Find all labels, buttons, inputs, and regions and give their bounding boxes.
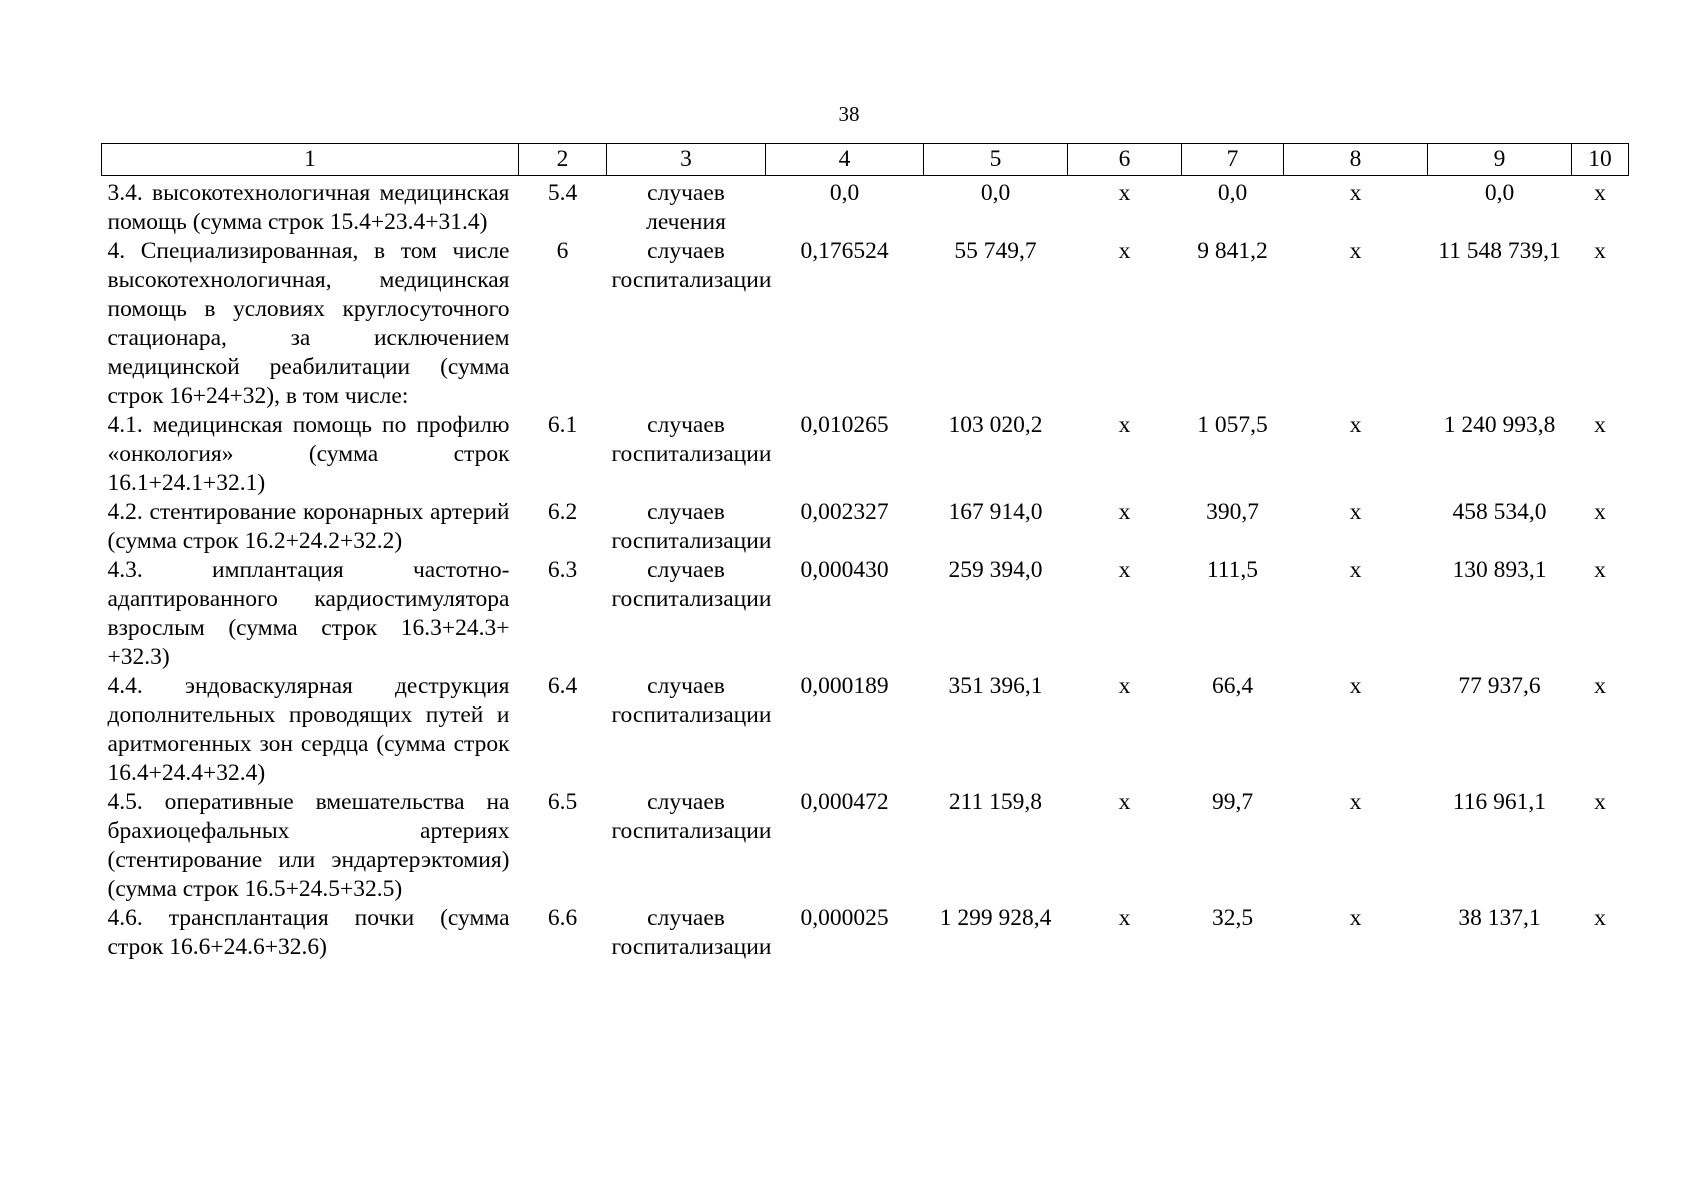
row-code: 6.3	[547, 557, 578, 583]
row-col-9: 458 534,0	[1452, 499, 1547, 525]
table-row	[102, 788, 1629, 904]
row-col-7: 111,5	[1206, 557, 1259, 583]
row-unit: случаев госпитализации	[611, 673, 772, 728]
row-col-8: х	[1349, 789, 1362, 815]
row-code: 6.5	[547, 789, 578, 815]
row-col-6: х	[1118, 673, 1131, 699]
row-description: 4.3. имплантация частотно-адаптированного кардиостимулятора взрослым (сумма строк 16.3+24.3+ +32.3)	[107, 557, 510, 670]
row-code: 6.6	[547, 905, 578, 931]
row-unit: случаев лечения	[646, 180, 726, 235]
table-row	[102, 672, 1629, 788]
row-col-7: 99,7	[1211, 789, 1254, 815]
row-col-6: х	[1118, 557, 1131, 583]
row-unit: случаев госпитализации	[611, 905, 772, 960]
row-col-4: 0,002327	[800, 499, 889, 525]
row-unit: случаев госпитализации	[611, 238, 772, 293]
row-col-7: 0,0	[1217, 180, 1248, 206]
row-col-9: 130 893,1	[1452, 557, 1547, 583]
row-unit: случаев госпитализации	[611, 557, 772, 612]
row-col-10: х	[1594, 238, 1606, 264]
row-col-9: 0,0	[1484, 180, 1515, 206]
row-col-9: 11 548 739,1	[1438, 238, 1561, 264]
row-description: 4.5. оперативные вмешательства на брахиоцефальных артериях (стентирование или эндартерэктомия) (сумма строк 16.5+24.5+32.5)	[107, 789, 510, 902]
row-col-6: х	[1118, 238, 1131, 264]
row-col-9: 1 240 993,8	[1443, 412, 1556, 438]
row-col-5: 167 914,0	[948, 499, 1043, 525]
row-col-8: х	[1349, 412, 1362, 438]
header-col-10: 10	[1572, 144, 1629, 176]
row-col-8: х	[1349, 557, 1362, 583]
row-unit: случаев госпитализации	[611, 499, 772, 554]
row-col-7: 32,5	[1211, 905, 1254, 931]
row-col-6: х	[1118, 412, 1131, 438]
row-col-4: 0,176524	[800, 238, 889, 264]
row-description: 4.1. медицинская помощь по профилю «онкология» (сумма строк 16.1+24.1+32.1)	[107, 412, 510, 496]
row-col-7: 1 057,5	[1197, 412, 1268, 438]
row-code: 6.1	[547, 412, 578, 438]
row-code: 5.4	[547, 180, 578, 206]
table-row	[102, 237, 1629, 411]
row-col-5: 259 394,0	[948, 557, 1043, 583]
row-col-9: 38 137,1	[1458, 905, 1541, 931]
row-col-8: х	[1349, 905, 1362, 931]
row-col-6: х	[1118, 499, 1131, 525]
row-col-8: х	[1349, 180, 1362, 206]
row-col-5: 0,0	[980, 180, 1011, 206]
table-row	[102, 498, 1629, 556]
row-col-10: х	[1594, 180, 1606, 206]
row-col-4: 0,000430	[800, 557, 889, 583]
row-col-7: 390,7	[1206, 499, 1259, 525]
data-table	[101, 143, 1629, 962]
row-col-4: 0,010265	[800, 412, 889, 438]
row-col-5: 1 299 928,4	[939, 905, 1052, 931]
row-col-10: х	[1594, 557, 1606, 583]
row-code: 6.4	[547, 673, 578, 699]
table-row	[102, 556, 1629, 672]
row-col-8: х	[1349, 673, 1362, 699]
row-col-5: 55 749,7	[954, 238, 1037, 264]
row-unit: случаев госпитализации	[611, 412, 772, 467]
row-col-4: 0,000189	[800, 673, 889, 699]
row-description: 4.6. трансплантация почки (сумма строк 16.6+24.6+32.6)	[107, 905, 510, 960]
row-col-9: 116 961,1	[1452, 789, 1547, 815]
header-row	[102, 144, 1629, 176]
table-body	[102, 176, 1629, 963]
row-description: 3.4. высокотехнологичная медицинская помощь (сумма строк 15.4+23.4+31.4)	[107, 180, 510, 235]
header-col-7: 7	[1182, 144, 1284, 176]
header-col-4: 4	[766, 144, 924, 176]
row-col-10: х	[1594, 412, 1606, 438]
row-col-6: х	[1118, 789, 1131, 815]
row-col-4: 0,0	[829, 180, 860, 206]
row-description: 4.2. стентирование коронарных артерий (сумма строк 16.2+24.2+32.2)	[107, 499, 510, 554]
row-col-10: х	[1594, 499, 1606, 525]
page-number: 38	[838, 102, 860, 126]
row-col-6: х	[1118, 180, 1131, 206]
table-row	[102, 411, 1629, 498]
table-row	[102, 176, 1629, 238]
row-code: 6.2	[547, 499, 578, 525]
row-description: 4. Специализированная, в том числе высокотехнологичная, медицинская помощь в условиях круглосуточного стационара, за исключением медицинской реабилитации (сумма строк 16+24+32), в том числе:	[107, 238, 510, 409]
row-code: 6	[556, 238, 569, 264]
row-col-5: 103 020,2	[948, 412, 1043, 438]
row-col-4: 0,000472	[800, 789, 889, 815]
header-col-5: 5	[924, 144, 1068, 176]
row-col-7: 66,4	[1211, 673, 1254, 699]
row-description: 4.4. эндоваскулярная деструкция дополнительных проводящих путей и аритмогенных зон сердца (сумма строк 16.4+24.4+32.4)	[107, 673, 510, 786]
header-col-8: 8	[1284, 144, 1428, 176]
header-col-9: 9	[1428, 144, 1572, 176]
table-row	[102, 904, 1629, 962]
row-col-10: х	[1594, 905, 1606, 931]
row-col-8: х	[1349, 499, 1362, 525]
row-col-4: 0,000025	[800, 905, 889, 931]
header-col-6: 6	[1068, 144, 1182, 176]
row-col-6: х	[1118, 905, 1131, 931]
table-header	[102, 144, 1629, 176]
row-col-7: 9 841,2	[1197, 238, 1268, 264]
row-col-5: 351 396,1	[948, 673, 1043, 699]
row-col-9: 77 937,6	[1458, 673, 1541, 699]
row-col-8: х	[1349, 238, 1362, 264]
row-unit: случаев госпитализации	[611, 789, 772, 844]
header-col-1: 1	[102, 144, 519, 176]
header-col-3: 3	[607, 144, 766, 176]
row-col-5: 211 159,8	[948, 789, 1043, 815]
row-col-10: х	[1594, 789, 1606, 815]
header-col-2: 2	[519, 144, 607, 176]
row-col-10: х	[1594, 673, 1606, 699]
